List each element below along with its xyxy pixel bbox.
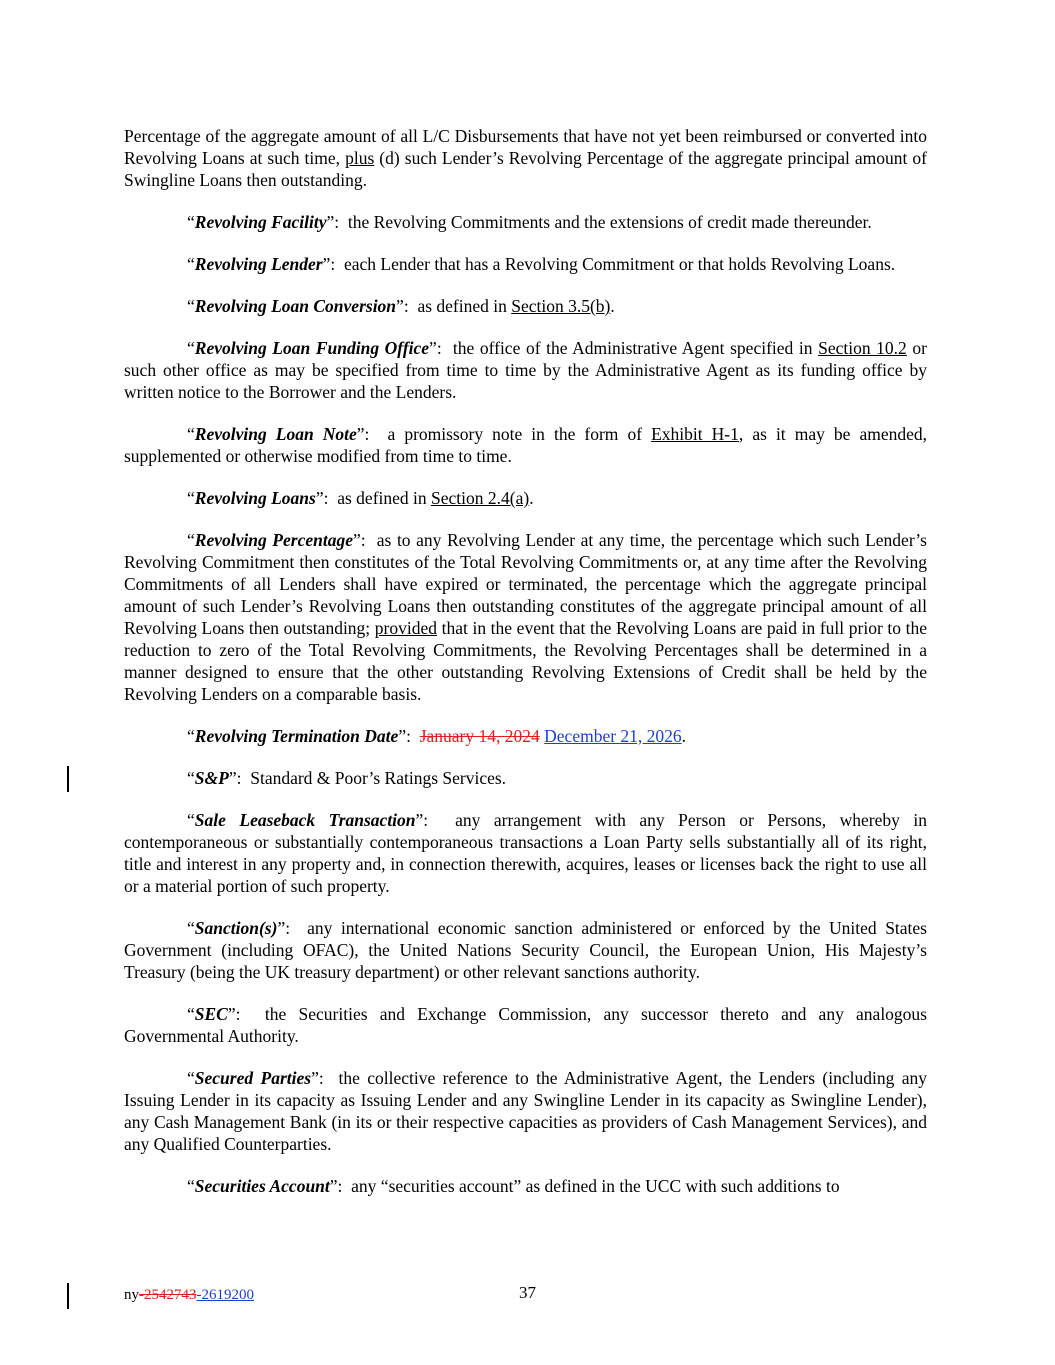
plus-word: plus xyxy=(345,148,375,168)
inserted-doc-id: -2619200 xyxy=(196,1287,254,1303)
definition-secured-parties: “Secured Parties”: the collective reference to the Administrative Agent, the Lenders (including any Issuing Lender in its capacity as Issuing Lender and any Swingline Lender in its capacity as Swingline Lender), any Cash Management Bank (in its or their respective capacities as providers of Cash Management Services), and any Qualified Counterparties. xyxy=(124,1068,927,1154)
section-reference: Section 2.4(a) xyxy=(431,488,530,508)
deleted-doc-id: -2542743 xyxy=(139,1287,197,1303)
intro-paragraph: Percentage of the aggregate amount of all L/C Disbursements that have not yet been reimbursed or converted into Revolving Loans at such time, plus (d) such Lender’s Revolving Percentage of the aggregate principal amount of Swingline Loans then outstanding. xyxy=(124,126,927,190)
document-body xyxy=(124,125,927,1217)
deleted-date: January 14, 2024 xyxy=(419,726,540,746)
page-number: 37 xyxy=(519,1283,536,1302)
definition-revolving-loans: “Revolving Loans”: as defined in Section 2.4(a). xyxy=(187,488,534,508)
definition-revolving-termination-date: “Revolving Termination Date”: January 14, 2024 December 21, 2026. xyxy=(187,726,687,746)
definition-sanctions: “Sanction(s)”: any international economic sanction administered or enforced by the United States Government (including OFAC), the United Nations Security Council, the European Union, His Majesty’s Treasury (being the UK treasury department) or other relevant sanctions authority. xyxy=(124,918,927,982)
definition-revolving-facility: “Revolving Facility”: the Revolving Commitments and the extensions of credit made thereunder. xyxy=(187,212,872,232)
definition-securities-account: “Securities Account”: any “securities account” as defined in the UCC with such additions to xyxy=(187,1176,840,1196)
section-reference: Section 3.5(b) xyxy=(511,296,611,316)
section-reference: Section 10.2 xyxy=(818,338,907,358)
definition-sec: “SEC”: the Securities and Exchange Commission, any successor thereto and any analogous Governmental Authority. xyxy=(124,1004,927,1046)
definition-revolving-loan-note: “Revolving Loan Note”: a promissory note in the form of Exhibit H-1, as it may be amended, supplemented or otherwise modified from time to time. xyxy=(124,424,928,466)
definition-revolving-loan-conversion: “Revolving Loan Conversion”: as defined in Section 3.5(b). xyxy=(187,296,615,316)
exhibit-reference: Exhibit H-1 xyxy=(651,424,739,444)
provided-word: provided xyxy=(374,618,437,638)
definition-revolving-percentage: “Revolving Percentage”: as to any Revolving Lender at any time, the percentage which such Lender’s Revolving Commitment then constitutes of the Total Revolving Commitments or, at any time after the Revolving Commitments of all Lenders shall have expired or terminated, the percentage which the aggregate principal amount of such Lender’s Revolving Loans then outstanding constitutes of the aggregate principal amount of all Revolving Loans then outstanding; provided that in the event that the Revolving Loans are paid in full prior to the reduction to zero of the Total Revolving Commitments, the Revolving Percentages shall be determined in a manner designed to ensure that the other outstanding Revolving Extensions of Credit shall be held by the Revolving Lenders on a comparable basis. xyxy=(124,530,927,704)
definition-sp: “S&P”: Standard & Poor’s Ratings Services. xyxy=(187,768,507,788)
change-bar-termination-date xyxy=(67,766,69,792)
document-id: ny-2542743-2619200 xyxy=(124,1287,254,1303)
definition-sale-leaseback-transaction: “Sale Leaseback Transaction”: any arrangement with any Person or Persons, whereby in contemporaneous or substantially contemporaneous transactions a Loan Party sells substantially all of its right, title and interest in any property and, in connection therewith, acquires, leases or licenses back the right to use all or a material portion of such property. xyxy=(124,810,927,896)
inserted-date: December 21, 2026 xyxy=(544,726,682,746)
definition-revolving-lender: “Revolving Lender”: each Lender that has a Revolving Commitment or that holds Revolving Loans. xyxy=(187,254,896,274)
definition-revolving-loan-funding-office: “Revolving Loan Funding Office”: the office of the Administrative Agent specified in Section 10.2 or such other office as may be specified from time to time by the Administrative Agent as its funding office by written notice to the Borrower and the Lenders. xyxy=(124,338,927,402)
